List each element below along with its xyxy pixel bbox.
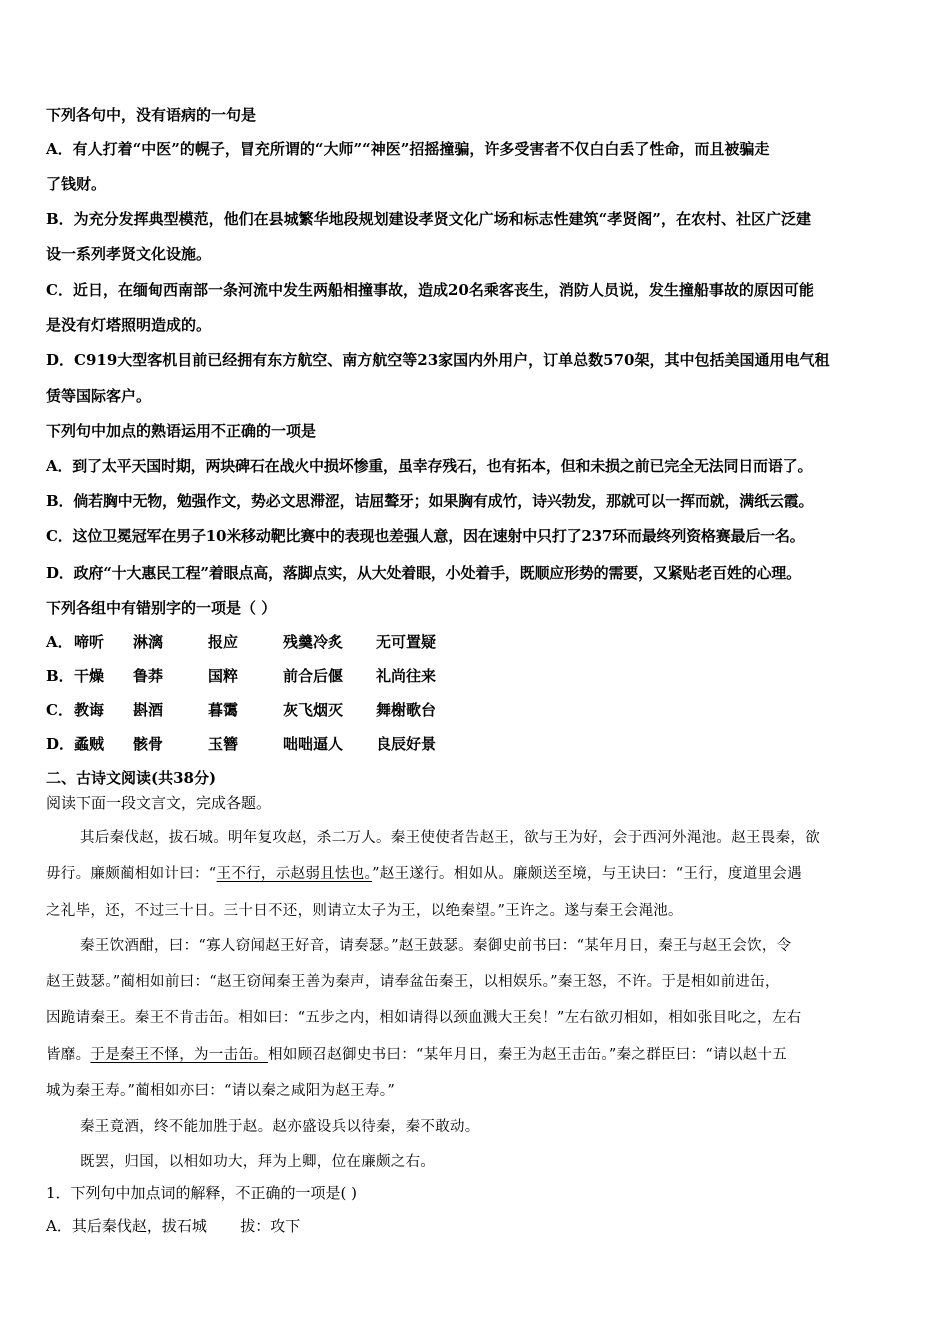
- passage-line: 因跪请秦王。秦王不肯击缶。相如曰：“五步之内，相如请得以颈血溅大王矣！”左右欲刃相如，相如张目叱之，左右: [46, 1010, 802, 1026]
- passage-text: 相如顾召赵御史书曰：“某年月日，秦王为赵王击缶。”秦之群臣曰：“请以赵十五: [268, 1047, 788, 1063]
- passage-text: 皆靡。: [46, 1047, 91, 1063]
- typo-word: 良辰好景: [376, 735, 437, 753]
- option-d-line-1: D．C919大型客机目前已经拥有东方航空、南方航空等23家国内外用户，订单总数570架，其中包括美国通用电气租: [46, 351, 830, 369]
- typo-word: 教诲: [74, 701, 105, 719]
- typo-word: 咄咄逼人: [283, 735, 344, 753]
- passage-line: 其后秦伐赵，拔石城。明年复攻赵，杀二万人。秦王使使者告赵王，欲与王为好，会于西河外渑池。赵王畏秦，欲: [80, 830, 820, 846]
- passage-line: 秦王饮酒酣，曰：“寡人窃闻赵王好音，请奏瑟。”赵王鼓瑟。秦御史前书曰：“某年月日，秦王与赵王会饮，令: [80, 938, 792, 954]
- passage-text: ”赵王遂行。相如从。廉颇送至境，与王诀曰：“王行，度道里会遇: [372, 866, 802, 882]
- option-d-line-2: 赁等国际客户。: [46, 387, 152, 405]
- option-c-line-2: 是没有灯塔照明造成的。: [46, 316, 212, 334]
- typo-word: 前合后偃: [283, 667, 344, 685]
- option-b-line-1: B．为充分发挥典型模范，他们在县城繁华地段规划建设孝贤文化广场和标志性建筑“孝贤阁”，在农村、社区广泛建: [46, 210, 811, 228]
- idiom-option-b: B．倘若胸中无物，勉强作文，势必文思滞涩，诘屈聱牙；如果胸有成竹，诗兴勃发，那就可以一挥而就，满纸云霞。: [46, 492, 814, 510]
- idiom-option-d: D．政府“十大惠民工程”着眼点高，落脚点实，从大处着眼，小处着手，既顺应形势的需要，又紧贴老百姓的心理。: [46, 564, 801, 582]
- passage-line: [46, 862, 802, 883]
- typo-word: 暮霭: [208, 701, 239, 719]
- underlined-sentence: 王不行，示赵弱且怯也。: [216, 866, 373, 882]
- typo-word: 国粹: [208, 667, 239, 685]
- question-1-stem: 1．下列句中加点词的解释，不正确的一项是( ): [46, 1184, 358, 1202]
- question-1-option-a: A．其后秦伐赵，拔石城 拔：攻下: [46, 1217, 301, 1235]
- option-a-line-1: A．有人打着“中医”的幌子，冒充所谓的“大师”“神医”招摇撞骗，许多受害者不仅白白丢了性命，而且被骗走: [46, 140, 770, 158]
- passage-line: 之礼毕，还，不过三十日。三十日不还，则请立太子为王，以绝秦望。”王许之。遂与秦王会渑池。: [46, 903, 683, 919]
- passage-text: 毋行。廉颇蔺相如计曰：“: [46, 866, 217, 882]
- typo-option-label: B．: [46, 667, 74, 685]
- passage-line: [46, 1043, 787, 1064]
- typo-word: 骸骨: [133, 735, 164, 753]
- option-c-line-1: C．近日，在缅甸西南部一条河流中发生两船相撞事故，造成20名乘客丧生，消防人员说，发生撞船事故的原因可能: [46, 281, 814, 299]
- section-title: 二、古诗文阅读(共38分): [46, 769, 217, 787]
- typo-word: 灰飞烟灭: [283, 701, 344, 719]
- passage-line: 既罢，归国，以相如功大，拜为上卿，位在廉颇之右。: [80, 1154, 436, 1170]
- typo-word: 淋漓: [133, 633, 164, 651]
- typo-word: 无可置疑: [376, 633, 437, 651]
- typo-word: 干燥: [74, 667, 105, 685]
- idiom-option-c: C．这位卫冕冠军在男子10米移动靶比赛中的表现也差强人意，因在速射中只打了237环而最终列资格赛最后一名。: [46, 527, 805, 545]
- typo-word: 礼尚往来: [376, 667, 437, 685]
- passage-line: 秦王竟酒，终不能加胜于赵。赵亦盛设兵以待秦，秦不敢动。: [80, 1119, 480, 1135]
- typo-option-label: C．: [46, 701, 73, 719]
- typo-option-label: D．: [46, 735, 75, 753]
- typo-word: 蟊贼: [74, 735, 105, 753]
- option-a-line-2: 了钱财。: [46, 175, 107, 193]
- idiom-option-a: A．到了太平天国时期，两块碑石在战火中损坏惨重，虽幸存残石，也有拓本，但和未损之前已完全无法同日而语了。: [46, 457, 813, 475]
- question-stem-grammar: 下列各句中，没有语病的一句是: [46, 106, 257, 124]
- passage-line: 赵王鼓瑟。”蔺相如前曰：“赵王窃闻秦王善为秦声，请奉盆缶秦王，以相娱乐。”秦王怒，不许。于是相如前进缶，: [46, 974, 780, 990]
- section-instruction: 阅读下面一段文言文，完成各题。: [46, 794, 272, 812]
- typo-word: 残羹冷炙: [283, 633, 344, 651]
- typo-option-label: A．: [46, 633, 73, 651]
- option-b-line-2: 设一系列孝贤文化设施。: [46, 245, 212, 263]
- typo-word: 玉簪: [208, 735, 239, 753]
- typo-word: 舞榭歌台: [376, 701, 437, 719]
- underlined-sentence: 于是秦王不怿，为一击缶。: [90, 1047, 269, 1063]
- question-stem-idiom: 下列句中加点的熟语运用不正确的一项是: [46, 422, 317, 440]
- typo-word: 斟酒: [133, 701, 164, 719]
- typo-word: 鲁莽: [133, 667, 164, 685]
- typo-word: 报应: [208, 633, 239, 651]
- passage-line: 城为秦王寿。”蔺相如亦曰：“请以秦之咸阳为赵王寿。”: [46, 1083, 396, 1099]
- question-stem-typo: 下列各组中有错别字的一项是（ ）: [46, 599, 277, 617]
- typo-word: 啼听: [74, 633, 105, 651]
